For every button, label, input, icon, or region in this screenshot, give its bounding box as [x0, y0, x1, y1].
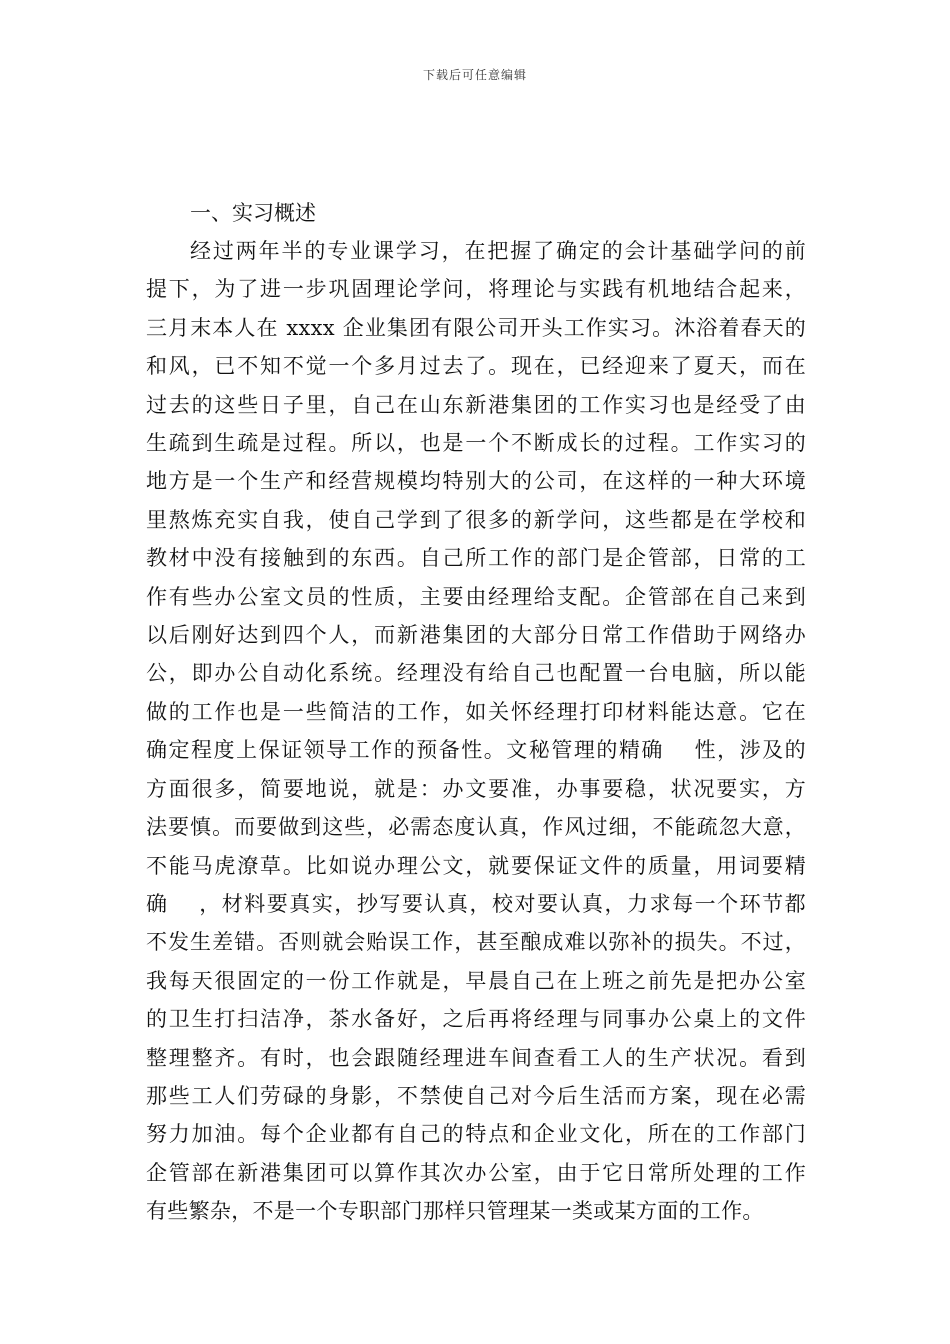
section-paragraph — [146, 232, 806, 1231]
text-line: 法要慎。而要做到这些，必需态度认真，作风过细，不能疏忽大意， — [146, 815, 806, 840]
text-line: 确 ，材料要真实，抄写要认真，校对要认真，力求每一个环节都 — [146, 891, 806, 916]
text-line: 有些繁杂，不是一个专职部门那样只管理某一类或某方面的工作。 — [146, 1199, 764, 1224]
text-line: 确定程度上保证领导工作的预备性。文秘管理的精确 性，涉及的 — [146, 738, 806, 763]
text-line: 地方是一个生产和经营规模均特别大的公司，在这样的一种大环境 — [146, 469, 806, 494]
text-line: 以后刚好达到四个人，而新港集团的大部分日常工作借助于网络办 — [146, 623, 806, 648]
text-line: 方面很多，简要地说，就是：办文要准，办事要稳，状况要实，方 — [146, 776, 806, 801]
text-line: 里熬炼充实自我，使自己学到了很多的新学问，这些都是在学校和 — [146, 507, 806, 532]
text-line: 过去的这些日子里，自己在山东新港集团的工作实习也是经受了由 — [146, 392, 806, 417]
text-line: 那些工人们劳碌的身影，不禁使自己对今后生活而方案，现在必需 — [146, 1083, 806, 1108]
text-line: 不发生差错。否则就会贻误工作，甚至酿成难以弥补的损失。不过， — [146, 930, 806, 955]
text-line: 经过两年半的专业课学习，在把握了确定的会计基础学问的前 — [190, 239, 806, 263]
text-line: 整理整齐。有时，也会跟随经理进车间查看工人的生产状况。看到 — [146, 1045, 806, 1070]
download-note: 下载后可任意编辑 — [422, 68, 527, 82]
text-line: 作有些办公室文员的性质，主要由经理给支配。企管部在自己来到 — [146, 584, 806, 609]
text-line: 做的工作也是一些简洁的工作，如关怀经理打印材料能达意。它在 — [146, 699, 806, 724]
text-line: 三月末本人在 xxxx 企业集团有限公司开头工作实习。沐浴着春天的 — [146, 315, 806, 340]
text-line: 公，即办公自动化系统。经理没有给自己也配置一台电脑，所以能 — [146, 661, 806, 686]
text-line: 的卫生打扫洁净，茶水备好，之后再将经理与同事办公桌上的文件 — [146, 1007, 806, 1032]
text-line: 努力加油。每个企业都有自己的特点和企业文化，所在的工作部门 — [146, 1122, 806, 1147]
text-line: 生疏到生疏是过程。所以，也是一个不断成长的过程。工作实习的 — [146, 431, 806, 456]
text-line: 企管部在新港集团可以算作其次办公室，由于它日常所处理的工作 — [146, 1160, 806, 1185]
text-line: 我每天很固定的一份工作就是，早晨自己在上班之前先是把办公室 — [146, 968, 806, 993]
document-body — [146, 194, 806, 1231]
text-line: 提下，为了进一步巩固理论学问，将理论与实践有机地结合起来， — [146, 277, 806, 302]
section-heading: 一、实习概述 — [190, 201, 316, 225]
text-line: 和风，已不知不觉一个多月过去了。现在，已经迎来了夏天，而在 — [146, 354, 806, 379]
text-line: 教材中没有接触到的东西。自己所工作的部门是企管部，日常的工 — [146, 546, 806, 571]
text-line: 不能马虎潦草。比如说办理公文，就要保证文件的质量，用词要精 — [146, 853, 806, 878]
